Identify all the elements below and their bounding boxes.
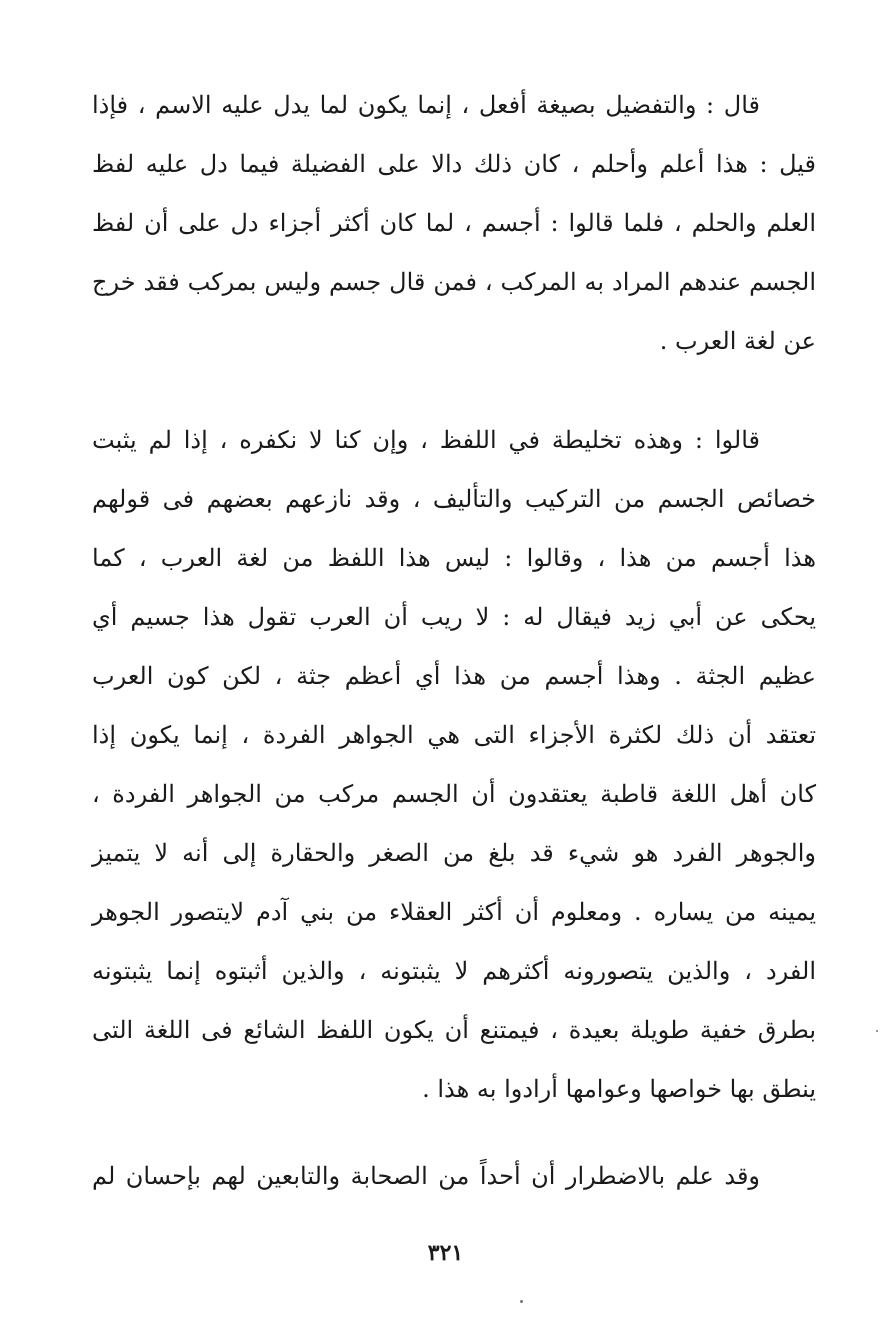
text-line: الجسم عندهم المراد به المركب ، فمن قال جسم وليس بمركب فقد خرج bbox=[92, 268, 816, 296]
text-line: هذا أجسم من هذا ، وقالوا : ليس هذا اللفظ من لغة العرب ، كما bbox=[92, 544, 816, 572]
paragraph-2 bbox=[92, 411, 816, 1119]
text-line: يحكى عن أبي زيد فيقال له : لا ريب أن العرب تقول هذا جسيم أي bbox=[92, 603, 816, 631]
text-line: خصائص الجسم من التركيب والتأليف ، وقد نازعهم بعضهم فى قولهم bbox=[92, 485, 816, 513]
text-line: قالوا : وهذه تخليطة في اللفظ ، وإن كنا لا نكفره ، إذا لم يثبت bbox=[92, 426, 760, 454]
text-line: العلم والحلم ، فلما قالوا : أجسم ، لما كان أكثر أجزاء دل على أن لفظ bbox=[92, 209, 816, 237]
text-line: بطرق خفية طويلة بعيدة ، فيمتنع أن يكون اللفظ الشائع فى اللغة التى bbox=[92, 1016, 816, 1044]
text-line: يمينه من يساره . ومعلوم أن أكثر العقلاء من بني آدم لايتصور الجوهر bbox=[92, 898, 816, 926]
text-line: الفرد ، والذين يتصورونه أكثرهم لا يثبتونه ، والذين أثبتوه إنما يثبتونه bbox=[92, 957, 816, 985]
text-line: قال : والتفضيل بصيغة أفعل ، إنما يكون لما يدل عليه الاسم ، فإذا bbox=[92, 91, 760, 119]
text-line: والجوهر الفرد هو شيء قد بلغ من الصغر والحقارة إلى أنه لا يتميز bbox=[92, 839, 816, 867]
text-line: ينطق بها خواصها وعوامها أرادوا به هذا . bbox=[422, 1075, 816, 1103]
paragraph-1 bbox=[92, 76, 816, 371]
text-line: عن لغة العرب . bbox=[659, 327, 816, 355]
page-number: ٣٢١ bbox=[427, 1240, 464, 1266]
text-line: قيل : هذا أعلم وأحلم ، كان ذلك دالا على الفضيلة فيما دل عليه لفظ bbox=[92, 150, 816, 178]
text-line: وقد علم بالاضطرار أن أحداً من الصحابة والتابعين لهم بإحسان لم bbox=[92, 1162, 760, 1190]
text-line: عظيم الجثة . وهذا أجسم من هذا أي أعظم جثة ، لكن كون العرب bbox=[92, 662, 816, 690]
text-line: كان أهل اللغة قاطبة يعتقدون أن الجسم مركب من الجواهر الفردة ، bbox=[92, 780, 816, 808]
scan-speck bbox=[520, 1300, 523, 1303]
text-line: تعتقد أن ذلك لكثرة الأجزاء التى هي الجواهر الفردة ، إنما يكون إذا bbox=[92, 721, 816, 749]
scan-speck bbox=[876, 1030, 878, 1032]
paragraph-3 bbox=[92, 1147, 816, 1206]
